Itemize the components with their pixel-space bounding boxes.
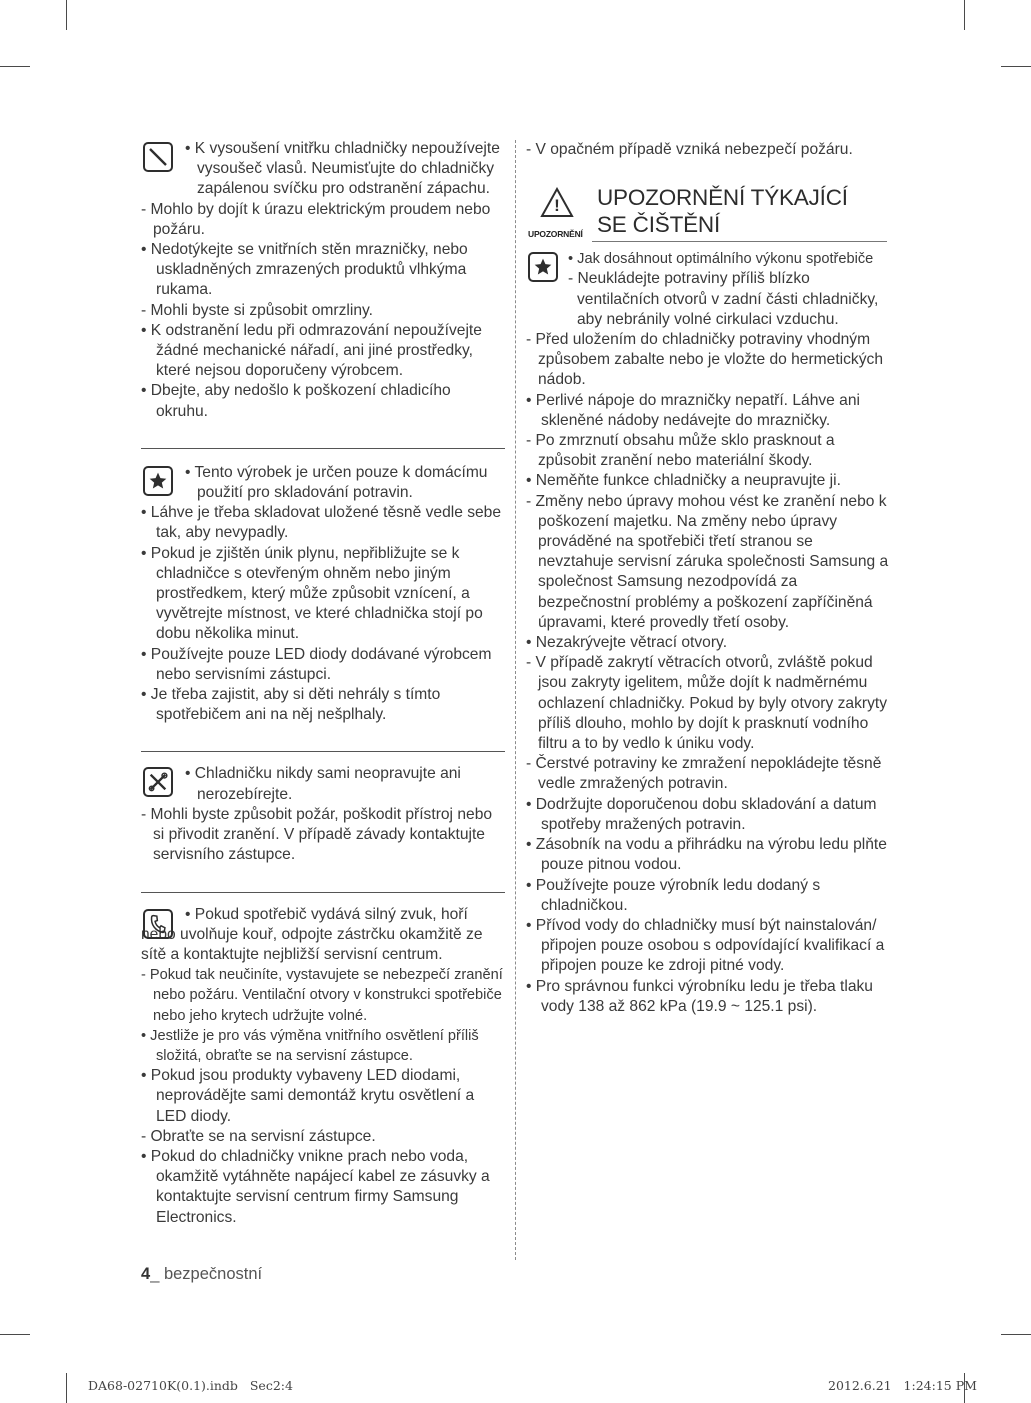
section-no-repair (141, 764, 505, 865)
list-item: • Zásobník na vodu a přihrádku na výrobu ledu plňte pouze pitnou vodou. (526, 836, 887, 874)
list-item: • Pokud spotřebič vydává silný zvuk, hoří nebo uvolňuje kouř, odpojte zástrčku okamžitě ze sítě a kontaktujte nejbližší servisní centrum. (141, 905, 483, 963)
list-item: • Láhve je třeba skladovat uložené těsně vedle sebe tak, aby nevypadly. (141, 504, 502, 542)
print-slug-left: DA68-02710K(0.1).indb Sec2:4 (88, 1378, 293, 1393)
tools-icon (143, 767, 173, 797)
list-item: • Jak dosáhnout optimálního výkonu spotřebiče (568, 251, 874, 268)
section-title-line: SE ČIŠTĚNÍ (597, 212, 721, 238)
list-item: - Mohli byste si způsobit omrzliny. (141, 301, 373, 319)
list-item: • Nedotýkejte se vnitřních stěn mrazničky, nebo uskladněných zmrazených produktů vlhkýma rukama. (141, 241, 468, 299)
list-item: • Je třeba zajistit, aby si děti nehrály s tímto spotřebičem ani na něj nešplhaly. (141, 686, 441, 724)
list-item: • Dbejte, aby nedošlo k poškození chladicího okruhu. (141, 382, 451, 420)
section-emergency (141, 905, 505, 1228)
section-household-use (141, 463, 505, 726)
phone-icon (143, 909, 173, 939)
crop-mark (66, 0, 67, 30)
section-title (597, 184, 897, 238)
list-item: - Po zmrznutí obsahu může sklo prasknout a způsobit zranění nebo materiální škody. (526, 432, 835, 470)
list-item: • Používejte pouze výrobník ledu dodaný s chladničkou. (526, 876, 821, 914)
list-item: • Tento výrobek je určen pouze k domácímu použití pro skladování potravin. (185, 463, 488, 502)
section-separator (141, 448, 505, 449)
list-item: • K odstranění ledu při odmrazování nepoužívejte žádné mechanické nářadí, ani jiné prostředky, které nejsou doporučeny výrobcem. (141, 321, 482, 380)
page-footer (141, 1265, 262, 1284)
print-slug-right: 2012.6.21 1:24:15 PM (828, 1378, 977, 1393)
section-optimal-performance (526, 249, 891, 1017)
list-item: - Obraťte se na servisní zástupce. (141, 1127, 376, 1145)
warning-triangle-icon (526, 187, 588, 225)
crop-mark (0, 1334, 30, 1335)
list-item: - Před uložením do chladničky potraviny vhodným způsobem zabalte nebo je vložte do hermetických nádob. (526, 331, 883, 389)
list-item: • Přívod vody do chladničky musí být nainstalován/ připojen pouze osobou s odpovídající kvalifikací a připojen pouze ke zdroji pitné vody. (526, 916, 885, 975)
warning-glyph: ! (554, 196, 560, 216)
list-item: • Pokud do chladničky vnikne prach nebo voda, okamžitě vytáhněte napájecí kabel ze zásuvky a kontaktujte servisní centrum firmy Samsung Electronics. (141, 1147, 490, 1226)
list-item: • Chladničku nikdy sami neopravujte ani nerozebírejte. (185, 765, 461, 803)
heading-underline (592, 241, 887, 242)
list-item: - Pokud tak neučiníte, vystavujete se nebezpečí zranění nebo požáru. Ventilační otvory v konstrukci spotřebiče nebo jeho krytech udržujte volné. (141, 967, 503, 1024)
section-title-line: UPOZORNĚNÍ TÝKAJÍCÍ (597, 185, 848, 211)
list-item: • Perlivé nápoje do mrazničky nepatří. Láhve ani skleněné nádoby nedávejte do mrazničky. (526, 391, 860, 429)
list-item: • Jestliže je pro vás výměna vnitřního osvětlení příliš složitá, obraťte se na servisní zástupce. (141, 1027, 479, 1064)
list-item: • Pokud je zjištěn únik plynu, nepřibližujte se k chladničce s otevřeným ohněm nebo jiným prostředkem, který může způsobit vznícení, a vyvětrejte místnost, ve které chladnička stojí po dobu několika minut. (141, 544, 483, 643)
list-item: • K vysoušení vnitřku chladničky nepoužívejte vysoušeč vlasů. Neumisťujte do chladničky zapálenou svíčku pro odstranění zápachu. (185, 140, 500, 198)
list-item: • Pokud jsou produkty vybaveny LED diodami, neprovádějte sami demontáž krytu osvětlení a LED diody. (141, 1067, 475, 1125)
list-item: • Pro správnou funkci výrobníku ledu je třeba tlaku vody 138 až 862 kPa (19.9 ~ 125.1 psi). (526, 977, 873, 1015)
column-divider (515, 140, 516, 1260)
list-item: • Neměňte funkce chladničky a neupravujte ji. (526, 472, 841, 490)
right-column (526, 140, 891, 1017)
list-item: - Změny nebo úpravy mohou vést ke zranění nebo k poškození majetku. Na změny nebo úpravy prováděné na spotřebiči třetí stranou se nevztahuje servisní záruka společnosti Samsung a společnost Samsung nezodpovídá za bezpečnostní problémy a poškození zapříčiněná úpravami, které provedly třetí osoby. (526, 492, 889, 631)
list-item: - Čerstvé potraviny ke zmražení nepokládejte těsně vedle zmražených potravin. (526, 755, 882, 793)
list-item: • Dodržujte doporučenou dobu skladování a datum spotřeby mražených potravin. (526, 795, 877, 833)
page-number: 4 (141, 1265, 151, 1283)
crop-mark (1001, 66, 1031, 67)
crop-mark (66, 1373, 67, 1403)
cleaning-caution-heading (526, 184, 891, 242)
left-column (141, 139, 505, 1228)
star-icon (143, 466, 173, 496)
star-icon (528, 252, 558, 282)
list-item: - Mohlo by dojít k úrazu elektrickým proudem nebo požáru. (141, 200, 491, 238)
list-item: - V případě zakrytí větracích otvorů, zvláště pokud jsou zakryty igelitem, může dojít k nadměrnému ochlazení chladničky. Pokud by byly otvory zakryty příliš dlouho, mohlo by dojít k prasknutí vodního filtru a to by vedlo k úniku vody. (526, 654, 887, 753)
crop-mark (0, 66, 30, 67)
list-item: • Používejte pouze LED diody dodávané výrobcem nebo servisními zástupci. (141, 645, 492, 683)
list-item: • Nezakrývejte větrací otvory. (526, 634, 728, 652)
section-separator (141, 892, 505, 893)
section-no-hairdryer (141, 139, 505, 422)
crop-mark (1001, 1334, 1031, 1335)
section-separator (141, 751, 505, 752)
list-item: - Neukládejte potraviny příliš blízko ventilačních otvorů v zadní části chladničky, aby nebránily volné cirkulaci vzduchu. (568, 270, 879, 328)
no-symbol-icon (143, 142, 173, 172)
list-item: - Mohli byste způsobit požár, poškodit přístroj nebo si přivodit zranění. V případě závady kontaktujte servisního zástupce. (141, 805, 493, 864)
warning-label: UPOZORNĚNÍ (528, 229, 583, 240)
intro-line: - V opačném případě vzniká nebezpečí požáru. (526, 141, 853, 158)
page-label: _ bezpečnostní (150, 1265, 263, 1283)
crop-mark (964, 0, 965, 30)
